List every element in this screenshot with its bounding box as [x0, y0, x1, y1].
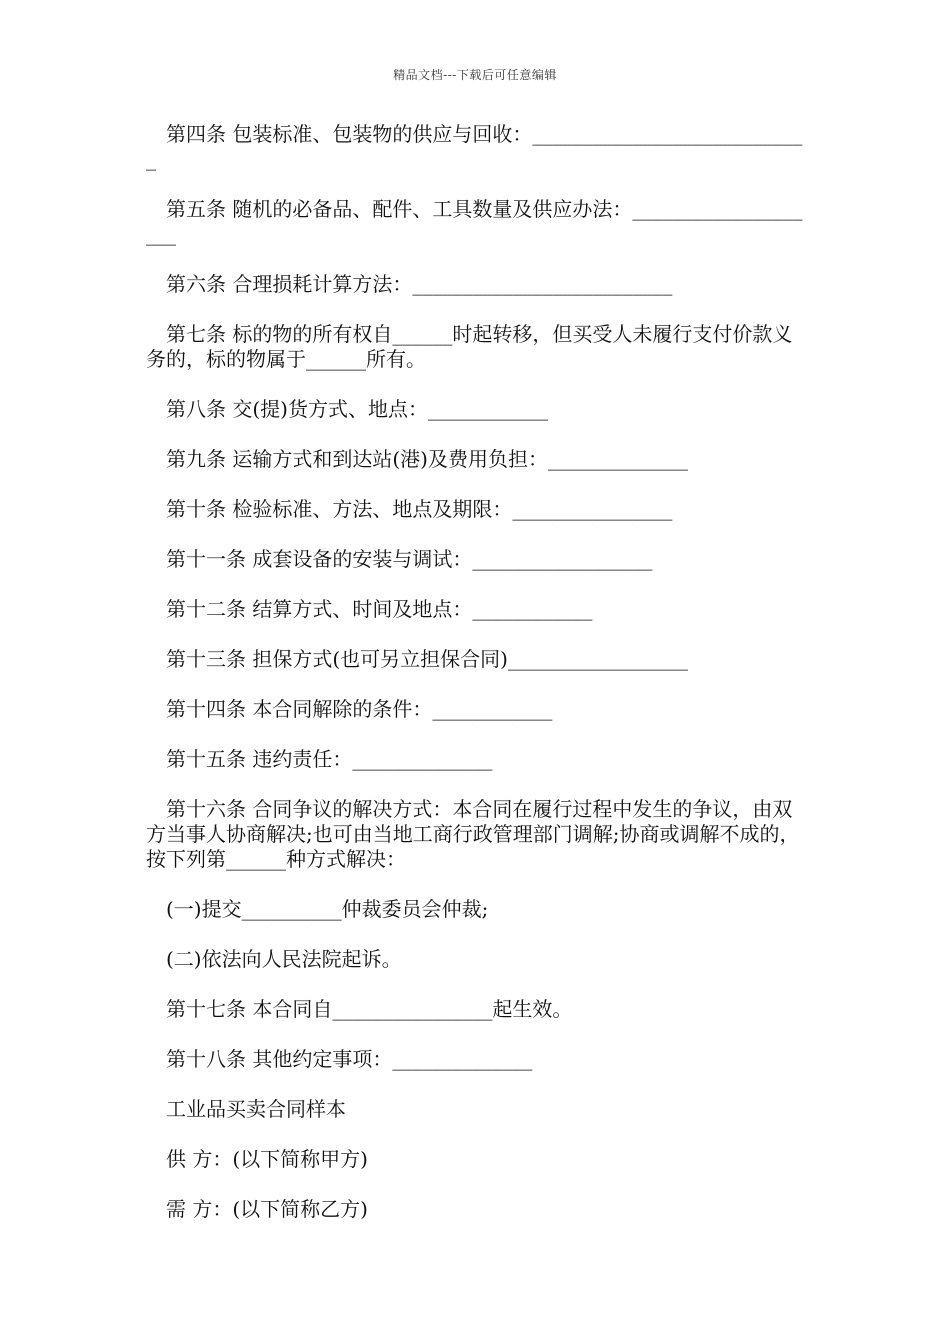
article-7: 第七条 标的物的所有权自______时起转移，但买受人未履行支付价款义务的，标的物属于______所有。 [146, 322, 793, 371]
buyer-line: 需 方：(以下简称乙方) [166, 1197, 368, 1221]
article-13: 第十三条 担保方式(也可另立担保合同)__________________ [166, 647, 688, 671]
document-body [146, 122, 810, 1247]
supplier-line: 供 方：(以下简称甲方) [166, 1147, 368, 1171]
section-title: 工业品买卖合同样本 [166, 1097, 346, 1121]
page-header: 精品文档---下载后可任意编辑 [393, 68, 557, 82]
article-15: 第十五条 违约责任：______________ [166, 747, 493, 771]
article-10: 第十条 检验标准、方法、地点及期限：________________ [166, 497, 673, 521]
article-5: 第五条 随机的必备品、配件、工具数量及供应办法：____________________ [146, 197, 803, 246]
article-4: 第四条 包装标准、包装物的供应与回收：____________________________ [146, 122, 803, 171]
dispute-option-1: (一)提交__________仲裁委员会仲裁; [166, 897, 489, 921]
article-12: 第十二条 结算方式、时间及地点：____________ [166, 597, 593, 621]
article-8: 第八条 交(提)货方式、地点：____________ [166, 397, 548, 421]
article-17: 第十七条 本合同自________________起生效。 [166, 997, 573, 1021]
article-11: 第十一条 成套设备的安装与调试：__________________ [166, 547, 653, 571]
article-16: 第十六条 合同争议的解决方式：本合同在履行过程中发生的争议，由双方当事人协商解决;也可由当地工商行政管理部门调解;协商或调解不成的，按下列第______种方式解决： [146, 797, 800, 871]
dispute-option-2: (二)依法向人民法院起诉。 [166, 947, 402, 971]
article-9: 第九条 运输方式和到达站(港)及费用负担：______________ [166, 447, 688, 471]
article-18: 第十八条 其他约定事项：______________ [166, 1047, 533, 1071]
article-14: 第十四条 本合同解除的条件：____________ [166, 697, 553, 721]
article-6: 第六条 合理损耗计算方法：__________________________ [166, 272, 673, 296]
